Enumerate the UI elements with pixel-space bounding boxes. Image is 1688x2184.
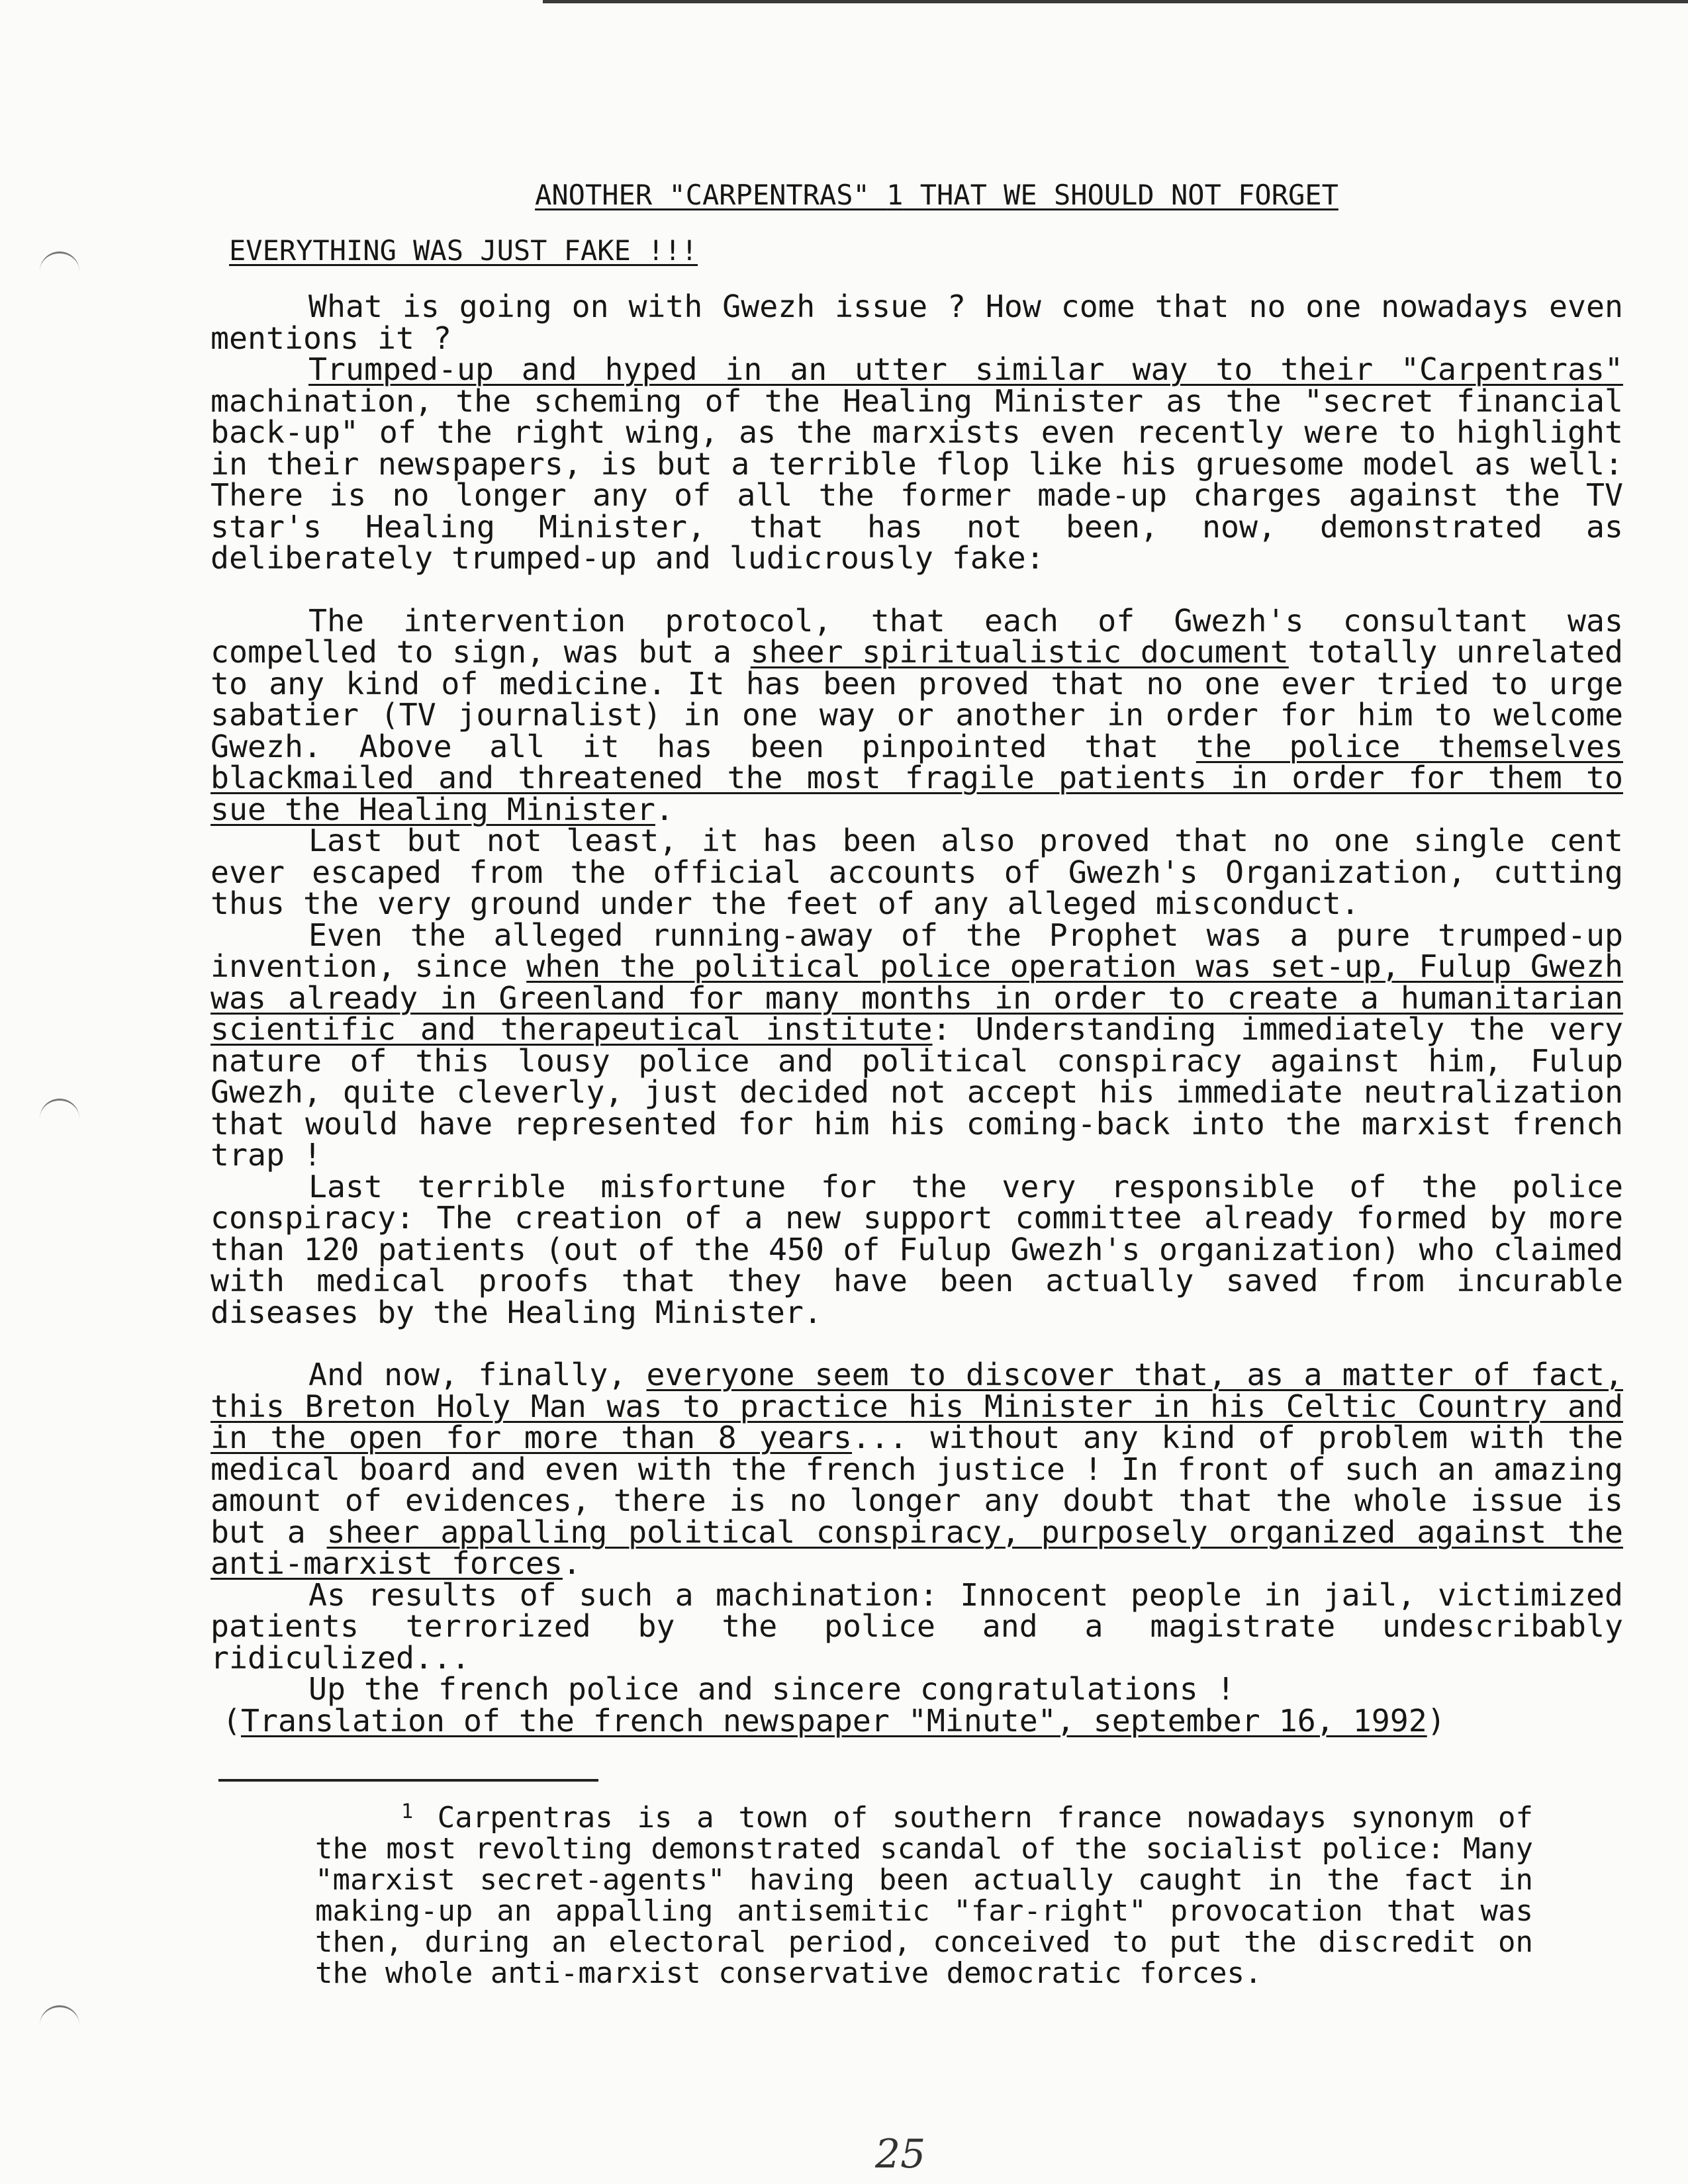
source-citation (222, 1702, 1623, 1739)
paragraph-7 (211, 1359, 1623, 1580)
paragraph-4: Last but not least, it has been also proved that no one single cent ever escaped from the official accounts of Gwezh's Organization, cutting thus the very ground under the feet of any alleged misconduct. (211, 823, 1623, 921)
citation-paren: ) (1427, 1702, 1446, 1739)
paragraph-text: : Understanding immediately the very nature of this lousy police and political conspiracy against him, Fulup Gwezh, quite cleverly, just decided not accept his immediate neutralization that would have represented for him his coming-back into the marxist french trap ! (211, 1011, 1623, 1173)
scan-margin-mark (40, 251, 79, 273)
paragraph-2 (211, 351, 1623, 576)
paragraph-text: Even the alleged running-away of the Prophet was a pure trumped-up invention, since (211, 917, 1623, 984)
title-text-end: THAT WE SHOULD NOT FORGET (903, 179, 1338, 211)
paragraph-text: . (562, 1545, 581, 1581)
page-number: 25 (875, 2131, 926, 2177)
document-page (211, 177, 1623, 1737)
citation-paren: ( (222, 1702, 241, 1739)
underlined-text: when the political police operation was set-up, Fulup Gwezh was already in Greenland for many months in order to create a humanitarian scientific and therapeutical institute (211, 948, 1624, 1047)
underlined-text: Trumped-up and hyped in an utter similar way to their "Carpentras" (308, 351, 1623, 387)
paragraph-text: And now, finally, (308, 1357, 647, 1392)
paragraph-text: totally unrelated to any kind of medicine. It has been proved that no one ever tried to urge sabatier (TV journalist) in one way or another in order for him to welcome Gwezh. Above all it has been pinpointed that (211, 634, 1623, 764)
paragraph-3 (211, 602, 1624, 827)
scan-margin-mark (40, 1099, 79, 1120)
footnote-divider (218, 1779, 598, 1782)
paragraph-text: ... without any kind of problem with the medical board and even with the french justice ! In front of such an amazing amount of evidences, there is no longer any doubt that the whole issue is but a (211, 1420, 1623, 1550)
paragraph-6: Last terrible misfortune for the very responsible of the police conspiracy: The creation of a new support committee already formed by more than 120 patients (out of the 450 of Fulup Gwezh's organization) who claimed with medical proofs that they have been actually saved from incurable diseases by the Healing Minister. (211, 1168, 1623, 1330)
paragraph-8: As results of such a machination: Innocent people in jail, victimized patients terrorized by the police and a magistrate undescribably ridiculized... (211, 1576, 1623, 1676)
footnote-text: Carpentras is a town of southern france nowadays synonym of the most revolting demonstrated scandal of the socialist police: Many "marxist secret-agents" having been actually caught in the fact in making-up an appalling antisemitic "far-right" provocation that was then, during an electoral period, conceived to put the discredit on the whole anti-marxist conservative democratic forces. (315, 1801, 1533, 1990)
title-footnote-ref: 1 (886, 179, 904, 211)
underlined-text: everyone seem to discover that, as a matter of fact, this Breton Holy Man was to practice his Minister in his Celtic Country and in the open for more than 8 years (211, 1357, 1623, 1455)
paragraph-text: . (655, 791, 674, 827)
paragraph-1: What is going on with Gwezh issue ? How come that no one nowadays even mentions it ? (211, 289, 1623, 356)
underlined-text: sheer appalling political conspiracy, purposely organized against the anti-marxist forces (211, 1514, 1623, 1581)
underlined-text: sheer spiritualistic document (750, 634, 1289, 670)
footnote-marker: 1 (401, 1800, 414, 1823)
scan-margin-mark (40, 2005, 79, 2027)
scan-top-border (543, 0, 1688, 3)
article-body (211, 291, 1623, 1737)
title-text: ANOTHER "CARPENTRAS" (535, 179, 887, 211)
document-title (250, 177, 1623, 213)
underlined-text: the police themselves blackmailed and threatened the most fragile patients in order for them to sue the Healing Minister (211, 728, 1624, 827)
paragraph-text: The intervention protocol, that each of Gwezh's consultant was compelled to sign, was but a (211, 602, 1623, 670)
paragraph-5 (211, 917, 1624, 1173)
paragraph-9: Up the french police and sincere congratulations ! (308, 1671, 1235, 1707)
document-subtitle: EVERYTHING WAS JUST FAKE !!! (229, 234, 698, 267)
citation-text: Translation of the french newspaper "Minute", september 16, 1992 (241, 1702, 1427, 1739)
footnote (315, 1796, 1533, 1989)
paragraph-text: machination, the scheming of the Healing Minister as the "secret financial back-up" of the right wing, as the marxists even recently were to highlight in their newspapers, is but a terrible flop like his gruesome model as well: There is no longer any of all the former made-up charges against the TV star's Healing Minister, that has not been, now, demonstrated as deliberately trumped-up and ludicrously fake: (211, 383, 1623, 576)
